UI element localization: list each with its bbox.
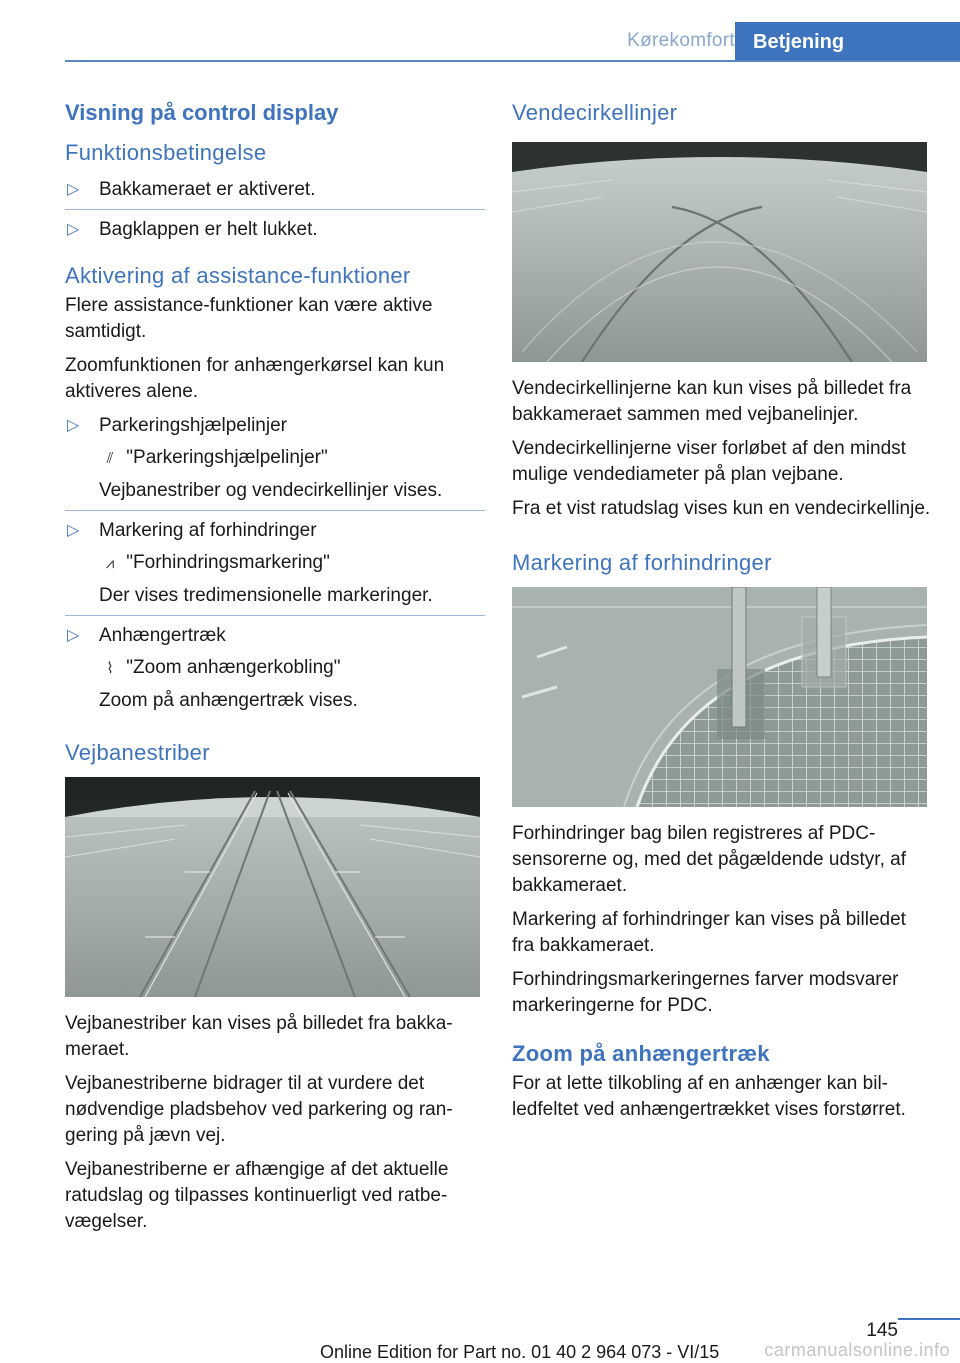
paragraph: Forhindringer bag bilen registreres af PDC-sensorerne og, med det pågældende udstyr, af bakkameraet.: [512, 822, 906, 896]
paragraph: Vejbanestriber kan vises på billedet fra bakkameraet.: [65, 1012, 453, 1060]
heading-zoom: Zoom på anhængertræk: [512, 1040, 770, 1066]
triangle-bullet-icon: ▷: [67, 417, 80, 435]
paragraph: Flere assistance-funktioner kan være aktive samtidigt.: [65, 295, 433, 343]
list-item: ▷ Markering af forhindringer ⩘ "Forhindringsmarkering" Der vises tredimensionelle markeringer.: [65, 518, 485, 616]
footer-rule: [898, 1318, 960, 1320]
header-rule: [65, 60, 960, 62]
triangle-bullet-icon: ▷: [67, 627, 80, 645]
trailer-hitch-icon: ⌇: [106, 660, 114, 678]
left-column: [65, 100, 485, 1243]
list-item: ▷ Bakkameraet er aktiveret.: [65, 177, 485, 210]
heading-markering: Markering af forhindringer: [512, 550, 772, 576]
paragraph: Zoomfunktionen for anhængerkørsel kan kun aktiveres alene.: [65, 355, 445, 403]
obstacle-marking-illustration: [512, 587, 927, 807]
parking-lines-icon: ⫽: [106, 450, 114, 468]
triangle-bullet-icon: ▷: [67, 220, 80, 238]
paragraph: Forhindringsmarkeringernes farver modsvarer markeringerne for PDC.: [512, 968, 899, 1016]
turning-circle-figure: [512, 142, 927, 362]
watermark: carmanualsonline.info: [764, 1340, 950, 1360]
obstacle-marking-icon: ⩘: [105, 555, 115, 573]
heading-aktivering: Aktivering af assistance-funktioner: [65, 262, 411, 288]
section-title: Visning på control display: [65, 100, 339, 125]
paragraph: For at lette tilkobling af en anhænger kan billedfeltet ved anhængertrækket vises forstørret.: [512, 1073, 906, 1121]
page-number: 145: [866, 1320, 898, 1341]
edition-text: Online Edition for Part no. 01 40 2 964 073 - VI/15: [320, 1342, 720, 1362]
paragraph: Vendecirkellinjerne viser forløbet af den mindst mulige vendediameter på plan vejbane.: [512, 438, 906, 486]
turning-circle-illustration: [512, 142, 927, 362]
lane-lines-illustration: [65, 777, 480, 997]
list-item: ▷ Bagklappen er helt lukket.: [65, 217, 485, 249]
paragraph: Markering af forhindringer kan vises på billedet fra bakkameraet.: [512, 908, 906, 956]
heading-vejbanestriber: Vejbanestriber: [65, 740, 210, 766]
condition-list: [65, 177, 485, 249]
right-column: [512, 100, 932, 1131]
list-item: ▷ Anhængertræk ⌇ "Zoom anhængerkobling" Zoom på anhængertræk vises.: [67, 625, 358, 712]
list-item: ▷ Parkeringshjælpelinjer ⫽ "Parkeringshjælpelinjer" Vejbanestriber og vendecirkellinjer vises.: [65, 413, 485, 511]
triangle-bullet-icon: ▷: [67, 522, 80, 540]
paragraph: Fra et vist ratudslag vises kun en vendecirkellinje.: [512, 498, 931, 520]
tab-betjening[interactable]: Betjening: [735, 22, 960, 62]
tab-korekomfort[interactable]: Kørekomfort: [627, 30, 735, 51]
function-list: [65, 413, 485, 720]
paragraph: Vejbanestriberne bidrager til at vurdere det nødvendige pladsbehov ved parkering og rangering på jævn vej.: [65, 1072, 453, 1146]
triangle-bullet-icon: ▷: [67, 180, 80, 198]
page-footer: [0, 1318, 960, 1362]
paragraph: Vendecirkellinjerne kan kun vises på billedet fra bakkameraet sammen med vejbanelinjer.: [512, 378, 912, 426]
page-header: [65, 22, 960, 62]
heading-vendecirkellinjer: Vendecirkellinjer: [512, 100, 678, 125]
obstacle-marking-figure: [512, 587, 927, 807]
paragraph: Vejbanestriberne er afhængige af det aktuelle ratudslag og tilpasses kontinuerligt ved ratbevægelser.: [65, 1158, 449, 1232]
heading-funktionsbetingelse: Funktionsbetingelse: [65, 140, 267, 166]
lane-lines-figure: [65, 777, 480, 997]
